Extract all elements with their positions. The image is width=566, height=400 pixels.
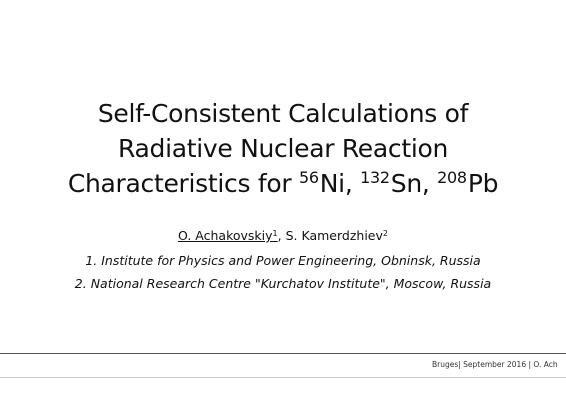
affiliation-1: 1. Institute for Physics and Power Engineering, Obninsk, Russia (85, 253, 481, 268)
ni-mass-number: 56 (299, 168, 319, 187)
footer-divider-top (0, 353, 566, 354)
author-2-name: S. Kamerdzhiev (285, 228, 383, 243)
author-separator: , (277, 228, 286, 243)
author-1-name: O. Achakovskiy (178, 228, 273, 243)
author-1 (178, 228, 278, 243)
sn-mass-number: 132 (360, 168, 390, 187)
title-line-2: Radiative Nuclear Reaction (117, 134, 449, 163)
footer-text: Bruges| September 2016 | O. Ach (432, 360, 558, 369)
author-line (0, 228, 566, 246)
slide-title (0, 96, 566, 204)
ni-symbol: Ni, (319, 169, 361, 198)
author-2-affiliation-mark: 2 (382, 229, 388, 238)
pb-symbol: Pb (467, 169, 499, 198)
sn-symbol: Sn, (390, 169, 438, 198)
footer-divider-bottom (0, 377, 566, 378)
title-line-3 (0, 166, 566, 204)
title-line-1: Self-Consistent Calculations of (97, 99, 469, 128)
title-line-3-prefix: Characteristics for (67, 169, 299, 198)
author-1-affiliation-mark: 1 (272, 229, 278, 238)
affiliation-2: 2. National Research Centre "Kurchatov Institute", Moscow, Russia (74, 276, 492, 291)
pb-mass-number: 208 (437, 168, 467, 187)
